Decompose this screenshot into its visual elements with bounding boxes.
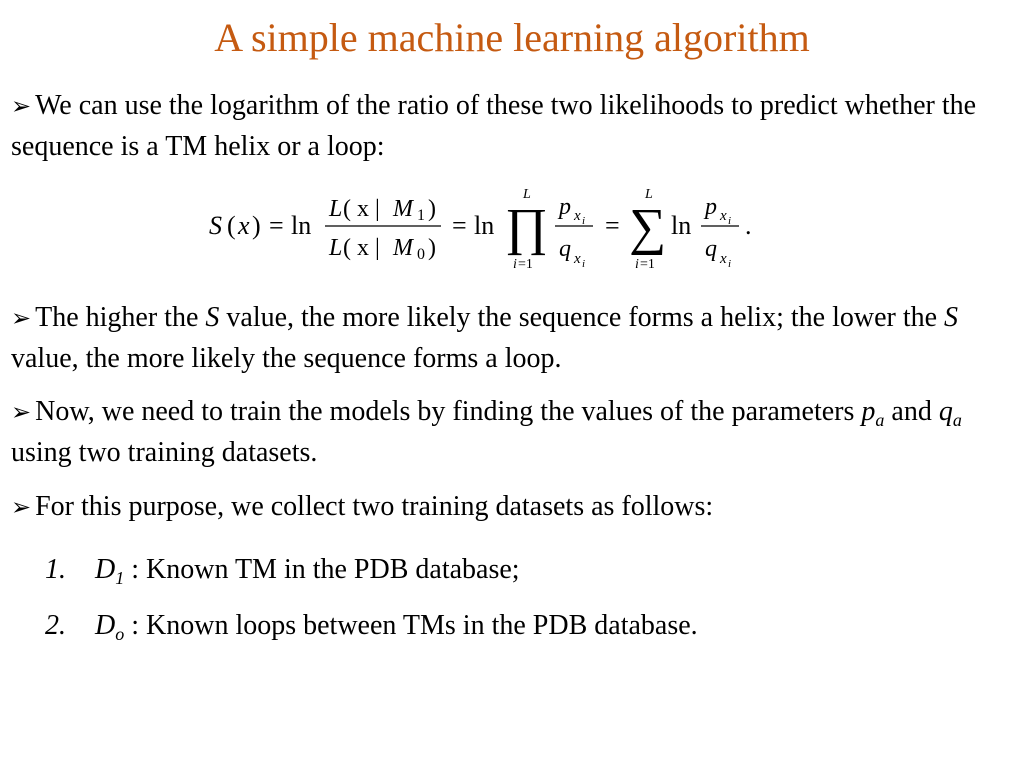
eq-q-sub-i-1: i xyxy=(582,258,586,270)
eq-equals-1: = xyxy=(269,211,284,240)
eq-num-M: M xyxy=(393,196,413,222)
eq-sum-upper: L xyxy=(645,187,653,202)
eq-period: . xyxy=(745,211,752,240)
list-item-2-sub: o xyxy=(115,624,125,644)
eq-prod-upper: L xyxy=(523,187,531,202)
eq-q-sub-x-2: x xyxy=(720,251,727,267)
bullet-3-var1: p xyxy=(861,396,876,427)
bullet-1 xyxy=(11,86,1011,167)
eq-paren-close: ) xyxy=(252,211,261,240)
bullet-3-part3: using two training datasets. xyxy=(11,437,318,468)
bullet-2-part3: value, the more likely the sequence forms a loop. xyxy=(11,343,562,374)
list-item-1-var: D xyxy=(95,554,116,585)
eq-den-mid: ( x | xyxy=(343,235,380,261)
list-item-2-var: D xyxy=(95,610,116,641)
eq-equals-2: = xyxy=(452,211,467,240)
eq-paren-open: ( xyxy=(227,211,236,240)
eq-equals-3: = xyxy=(605,211,620,240)
arrow-bullet-icon: ➢ xyxy=(11,495,32,521)
eq-p-1: p xyxy=(559,194,571,220)
bullet-3-sub2: a xyxy=(952,410,962,430)
bullet-3-var2: q xyxy=(938,396,953,427)
bullet-3-sub1: a xyxy=(875,410,885,430)
bullet-2-var2: S xyxy=(944,302,959,333)
eq-den-close: ) xyxy=(428,235,436,261)
eq-den-sub: 0 xyxy=(417,246,425,263)
bullet-3 xyxy=(11,392,1011,473)
eq-num-mid: ( x | xyxy=(343,196,380,222)
bullet-4-text: For this purpose, we collect two training datasets as follows: xyxy=(35,491,714,522)
list-item-1-text: : Known TM in the PDB database; xyxy=(124,554,520,585)
bullet-2-var1: S xyxy=(205,302,220,333)
eq-num-sub: 1 xyxy=(417,207,425,224)
bullet-4 xyxy=(11,487,1011,528)
eq-p-sub-x-2: x xyxy=(720,208,727,224)
bullet-2-part1: The higher the xyxy=(35,302,206,333)
eq-prod-lower-i: i xyxy=(513,257,517,272)
bullet-2 xyxy=(11,298,1011,379)
eq-q-sub-i-2: i xyxy=(728,258,732,270)
eq-q-2: q xyxy=(705,236,717,262)
bullet-2-part2: value, the more likely the sequence forms a helix; the lower the xyxy=(219,302,945,333)
eq-p-sub-i-1: i xyxy=(582,215,586,227)
eq-ln-2: ln xyxy=(474,211,495,240)
arrow-bullet-icon: ➢ xyxy=(11,400,32,426)
eq-S: S xyxy=(209,211,222,240)
arrow-bullet-icon: ➢ xyxy=(11,306,32,332)
eq-product-symbol: ∏ xyxy=(505,199,548,256)
eq-p-sub-i-2: i xyxy=(728,215,732,227)
eq-x: x xyxy=(238,211,250,240)
slide-title: A simple machine learning algorithm xyxy=(214,15,810,60)
eq-sum-lower-eq: =1 xyxy=(640,257,655,272)
eq-den-L: L xyxy=(329,235,343,261)
list-item-2 xyxy=(45,606,985,646)
equation-svg xyxy=(205,180,765,272)
eq-prod-lower-eq: =1 xyxy=(518,257,533,272)
bullet-1-text: We can use the logarithm of the ratio of these two likelihoods to predict whether the sequence is a TM helix or a loop: xyxy=(11,90,977,162)
eq-p-sub-x-1: x xyxy=(574,208,581,224)
eq-q-sub-x-1: x xyxy=(574,251,581,267)
eq-sum-lower-i: i xyxy=(635,257,639,272)
eq-ln-3: ln xyxy=(671,211,692,240)
bullet-3-part2: and xyxy=(884,396,939,427)
list-item-1-sub: 1 xyxy=(115,568,125,588)
eq-num-L: L xyxy=(329,196,343,222)
likelihood-ratio-equation xyxy=(205,180,765,272)
eq-sum-symbol: ∑ xyxy=(629,199,667,256)
eq-ln-1: ln xyxy=(291,211,312,240)
eq-den-M: M xyxy=(393,235,413,261)
list-item-2-text: : Known loops between TMs in the PDB database. xyxy=(124,610,698,641)
bullet-3-part1: Now, we need to train the models by finding the values of the parameters xyxy=(35,396,862,427)
list-item-1-number: 1. xyxy=(45,554,66,585)
eq-p-2: p xyxy=(705,194,717,220)
list-item-1 xyxy=(45,550,985,590)
eq-num-close: ) xyxy=(428,196,436,222)
eq-q-1: q xyxy=(559,236,571,262)
list-item-2-number: 2. xyxy=(45,610,66,641)
arrow-bullet-icon: ➢ xyxy=(11,94,32,120)
